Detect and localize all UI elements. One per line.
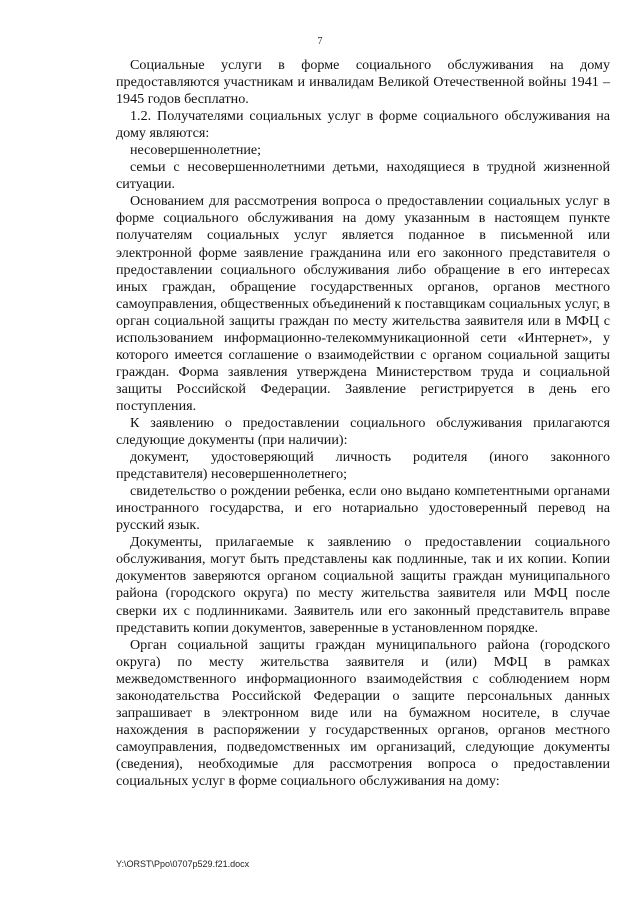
list-item-minors: несовершеннолетние; — [130, 142, 262, 159]
paragraph-recipients-heading: 1.2. Получателями социальных услуг в форме социального обслуживания на дому являются: — [116, 108, 610, 142]
footer-file-path: Y:\ORST\Ppo\0707p529.f21.docx — [116, 859, 250, 869]
paragraph-free-services: Социальные услуги в форме социального обслуживания на дому предоставляются участникам и инвалидам Великой Отечественной войны 1941 – 1945 годов бесплатно. — [116, 57, 610, 108]
paragraph-interagency-request: Орган социальной защиты граждан муниципального района (городского округа) по месту жительства заявителя и (или) МФЦ в рамках межведомственного информационного взаимодействия с соблюдением норм законодательства Российской Федерации о защите персональных данных запрашивает в электронном виде или на бумажном носителе, в случае нахождения в распоряжении у государственных органов, органов местного самоуправления, подведомственных им организаций, следующие документы (сведения), необходимые для рассмотрения вопроса о предоставлении социальных услуг в форме социального обслуживания на дому: — [116, 636, 610, 789]
paragraph-attached-documents: К заявлению о предоставлении социального обслуживания прилагаются следующие документы (при наличии): — [116, 414, 610, 449]
document-body — [116, 57, 610, 790]
list-item-birth-certificate: свидетельство о рождении ребенка, если оно выдано компетентными органами иностранного государства, и его нотариально удостоверенный перевод на русский язык. — [116, 483, 610, 534]
page-number: 7 — [317, 36, 323, 47]
paragraph-document-copies: Документы, прилагаемые к заявлению о предоставлении социального обслуживания, могут быть представлены как подлинные, так и их копии. Копии документов заверяются органом социальной защиты граждан муниципального района (городского округа) по месту жительства заявителя или МФЦ после сверки их с подлинниками. Заявитель или его законный представитель вправе представить копии документов, заверенные в установленном порядке. — [116, 534, 610, 636]
list-item-identity-document: документ, удостоверяющий личность родителя (иного законного представителя) несовершеннолетнего; — [116, 449, 610, 483]
paragraph-grounds: Основанием для рассмотрения вопроса о предоставлении социальных услуг в форме социального обслуживания на дому указанным в настоящем пункте получателям социальных услуг является поданное в письменной или электронной форме заявление гражданина или его законного представителя о предоставлении социального обслуживания либо обращение в его интересах иных граждан, обращение государственных органов, органов местного самоуправления, общественных объединений к поставщикам социальных услуг, в орган социальной защиты граждан по месту жительства заявителя или в МФЦ с использованием информационно-телекоммуникационной сети «Интернет», у которого имеется соглашение о взаимодействии с органом социальной защиты граждан. Форма заявления утверждена Министерством труда и социальной защиты Российской Федерации. Заявление регистрируется в день его поступления. — [116, 193, 610, 414]
list-item-families: семьи с несовершеннолетними детьми, находящиеся в трудной жизненной ситуации. — [116, 159, 610, 193]
